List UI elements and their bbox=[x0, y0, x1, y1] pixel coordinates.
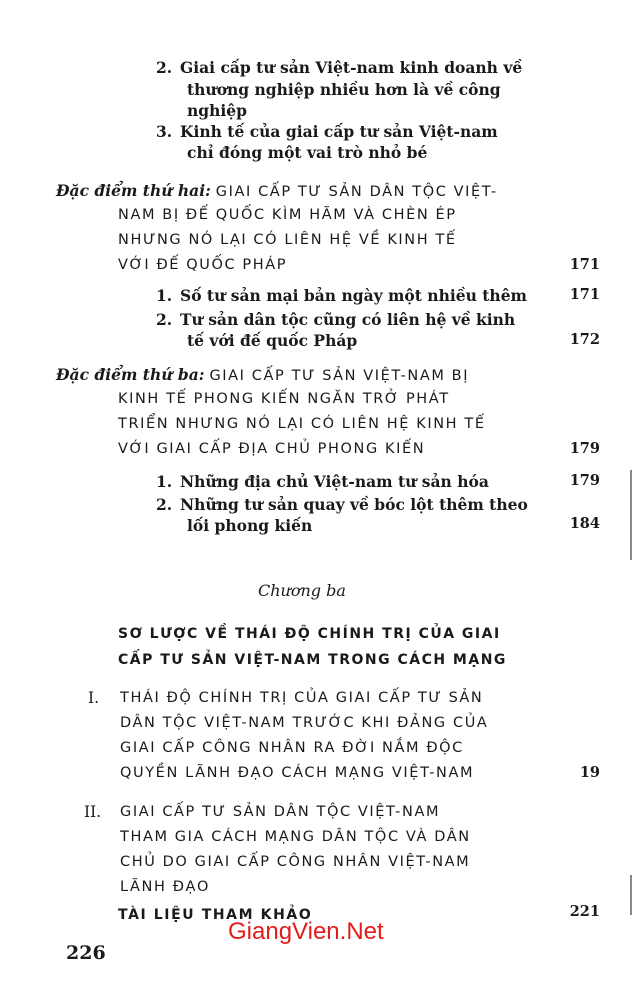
toc-item-text: chỉ đóng một vai trò nhỏ bé bbox=[187, 143, 428, 162]
section-title: GIAI CẤP CÔNG NHÂN RA ĐỜI NẮM ĐỘC bbox=[120, 740, 464, 756]
section-title: THÁI ĐỘ CHÍNH TRỊ CỦA GIAI CẤP TƯ SẢN bbox=[120, 690, 484, 706]
section-prefix: Đặc điểm thứ hai: bbox=[56, 181, 211, 200]
chapter-title: CẤP TƯ SẢN VIỆT-NAM TRONG CÁCH MẠNG bbox=[118, 652, 507, 668]
section-title: GIAI CẤP TƯ SẢN DÂN TỘC VIỆT-NAM bbox=[120, 804, 441, 820]
section-number: I. bbox=[88, 689, 100, 707]
toc-item-number: 2. bbox=[156, 495, 173, 514]
page-number: 171 bbox=[569, 256, 600, 273]
section-title: DÂN TỘC VIỆT-NAM TRƯỚC KHI ĐẢNG CỦA bbox=[120, 715, 489, 731]
chapter-label: Chương ba bbox=[258, 581, 346, 600]
section-title: GIAI CẤP TƯ SẢN VIỆT-NAM BỊ bbox=[209, 368, 470, 384]
section-title: TRIỂN NHƯNG NÓ LẠI CÓ LIÊN HỆ KINH TẾ bbox=[118, 416, 486, 432]
section-number: II. bbox=[84, 803, 102, 821]
toc-item-text: Những tư sản quay về bóc lột thêm theo bbox=[180, 495, 528, 514]
toc-section-heading bbox=[56, 364, 469, 387]
toc-subitem bbox=[156, 309, 515, 330]
section-title: KINH TẾ PHONG KIẾN NGĂN TRỞ PHÁT bbox=[118, 391, 450, 407]
toc-item-text: nghiệp bbox=[187, 101, 247, 120]
scan-edge-line bbox=[630, 470, 632, 560]
toc-item-text: Tư sản dân tộc cũng có liên hệ về kinh bbox=[180, 310, 516, 329]
toc-item-text: Những địa chủ Việt-nam tư sản hóa bbox=[180, 472, 489, 491]
section-prefix: Đặc điểm thứ ba: bbox=[56, 365, 205, 384]
toc-item-text: Số tư sản mại bản ngày một nhiều thêm bbox=[180, 286, 527, 305]
toc-item-3 bbox=[156, 121, 498, 142]
toc-item-number: 2. bbox=[156, 310, 173, 329]
toc-subitem bbox=[156, 494, 528, 515]
section-title: VỚI GIAI CẤP ĐỊA CHỦ PHONG KIẾN bbox=[118, 441, 426, 457]
section-title: LÃNH ĐẠO bbox=[120, 879, 211, 895]
toc-subitem bbox=[156, 471, 489, 492]
toc-item-number: 3. bbox=[156, 122, 173, 141]
toc-item-text: lối phong kiến bbox=[187, 516, 313, 535]
toc-item-2 bbox=[156, 57, 522, 78]
toc-item-text: tế với đế quốc Pháp bbox=[187, 331, 358, 350]
section-title: NAM BỊ ĐẾ QUỐC KÌM HÃM VÀ CHÈN ÉP bbox=[118, 207, 457, 223]
toc-item-text: Kinh tế của giai cấp tư sản Việt-nam bbox=[180, 122, 498, 141]
toc-section-heading bbox=[56, 180, 498, 203]
toc-item-number: 1. bbox=[156, 472, 173, 491]
section-title: THAM GIA CÁCH MẠNG DÂN TỘC VÀ DÂN bbox=[120, 829, 471, 845]
scan-edge-line bbox=[630, 875, 632, 915]
watermark-text: GiangVien.Net bbox=[228, 918, 384, 945]
page-number: 19 bbox=[579, 764, 600, 781]
section-title: CHỦ DO GIAI CẤP CÔNG NHÂN VIỆT-NAM bbox=[120, 854, 471, 870]
section-title: VỚI ĐẾ QUỐC PHÁP bbox=[118, 257, 288, 273]
toc-item-number: 1. bbox=[156, 286, 173, 305]
page-number: 179 bbox=[569, 440, 600, 457]
page-number: 171 bbox=[569, 286, 600, 303]
toc-item-number: 2. bbox=[156, 58, 173, 77]
references-label: TÀI LIỆU THAM KHẢO bbox=[118, 907, 313, 923]
page-number: 179 bbox=[569, 472, 600, 489]
footer-page-number: 226 bbox=[66, 942, 106, 964]
chapter-title: SƠ LƯỢC VỀ THÁI ĐỘ CHÍNH TRỊ CỦA GIAI bbox=[118, 626, 501, 642]
section-title: QUYỀN LÃNH ĐẠO CÁCH MẠNG VIỆT-NAM bbox=[120, 765, 475, 781]
toc-subitem bbox=[156, 285, 527, 306]
page-number: 184 bbox=[569, 515, 600, 532]
toc-item-text: thương nghiệp nhiều hơn là về công bbox=[187, 80, 501, 99]
section-title: NHƯNG NÓ LẠI CÓ LIÊN HỆ VỀ KINH TẾ bbox=[118, 232, 457, 248]
section-title: GIAI CẤP TƯ SẢN DÂN TỘC VIỆT- bbox=[215, 184, 498, 200]
page-number: 172 bbox=[569, 331, 600, 348]
page-number: 221 bbox=[569, 903, 600, 920]
toc-item-text: Giai cấp tư sản Việt-nam kinh doanh về bbox=[180, 58, 523, 77]
